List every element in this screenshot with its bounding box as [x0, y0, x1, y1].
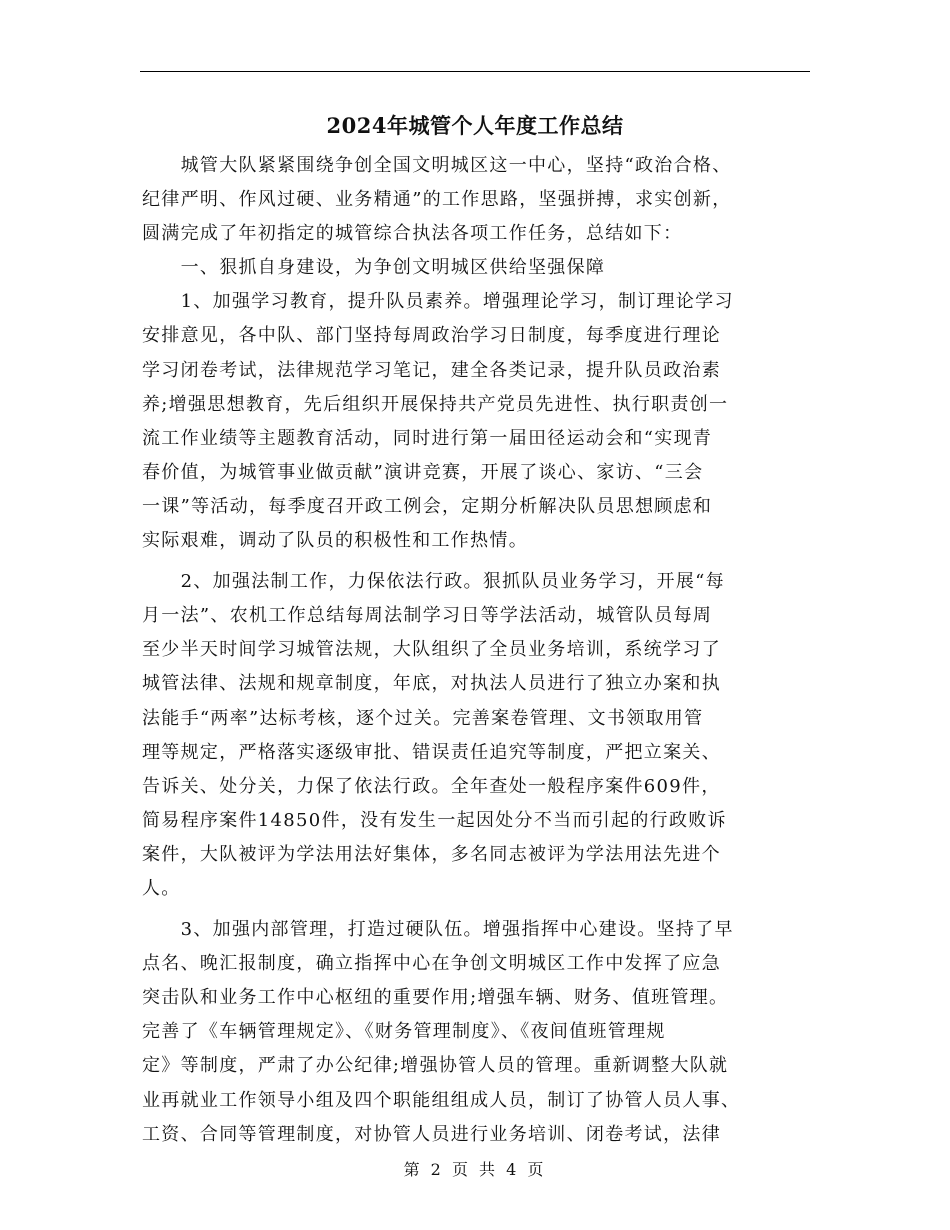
paragraph: [142, 285, 810, 558]
text-line: 养;增强思想教育，先后组织开展保持共产党员先进性、执行职责创一: [142, 393, 729, 415]
text-line: 月一法”、农机工作总结每周法制学习日等学法活动，城管队员每周: [142, 605, 713, 627]
text-line: 纪律严明、作风过硬、业务精通”的工作思路，坚强拼搏，求实创新，: [142, 189, 732, 211]
text-line: 圆满完成了年初指定的城管综合执法各项工作任务，总结如下：: [142, 223, 683, 245]
text-line: 工资、合同等管理制度，对协管人员进行业务培训、闭卷考试，法律: [142, 1123, 721, 1145]
text-line: 定》等制度，严肃了办公纪律;增强协管人员的管理。重新调整大队就: [142, 1055, 729, 1077]
text-line: 3、加强内部管理，打造过硬队伍。增强指挥中心建设。坚持了早: [142, 919, 734, 941]
text-line: 完善了《车辆管理规定》、《财务管理制度》、《夜间值班管理规: [142, 1021, 666, 1043]
text-line: 城管大队紧紧围绕争创全国文明城区这一中心，坚持“政治合格、: [142, 155, 732, 176]
text-line: 一、狠抓自身建设，为争创文明城区供给坚强保障: [142, 257, 606, 279]
paragraph-spacer: [142, 558, 810, 565]
text-line: 流工作业绩等主题教育活动，同时进行第一届田径运动会和“实现青: [142, 427, 713, 449]
text-line: 突击队和业务工作中心枢纽的重要作用;增强车辆、财务、值班管理。: [142, 987, 729, 1009]
text-line: 一课”等活动，每季度召开政工例会，定期分析解决队员思想顾虑和: [142, 495, 713, 517]
text-line: 城管法律、法规和规章制度，年底，对执法人员进行了独立办案和执: [142, 673, 721, 695]
paragraph: [142, 565, 810, 906]
text-line: 告诉关、处分关，力保了依法行政。全年查处一般程序案件609件，: [142, 775, 721, 797]
text-line: 人。: [142, 877, 181, 899]
text-line: 1、加强学习教育，提升队员素养。增强理论学习，制订理论学习: [142, 291, 734, 313]
page-number: 第 2 页 共 4 页: [403, 1160, 547, 1179]
text-line: 点名、晚汇报制度，确立指挥中心在争创文明城区工作中发挥了应急: [142, 953, 721, 975]
text-line: 实际艰难，调动了队员的积极性和工作热情。: [142, 530, 528, 552]
text-line: 安排意见，各中队、部门坚持每周政治学习日制度，每季度进行理论: [142, 325, 721, 347]
paragraph-spacer: [142, 906, 810, 913]
section-heading: [142, 251, 810, 285]
document-title: 2024年城管个人年度工作总结: [326, 113, 624, 138]
text-line: 业再就业工作领导小组及四个职能组组成人员，制订了协管人员人事、: [142, 1089, 741, 1111]
document-body: [142, 149, 810, 1152]
text-line: 春价值，为城管事业做贡献”演讲竞赛，开展了谈心、家访、“三会: [142, 461, 704, 483]
text-line: 至少半天时间学习城管法规，大队组织了全员业务培训，系统学习了: [142, 639, 721, 661]
paragraph: [142, 913, 810, 1152]
text-line: 法能手“两率”达标考核，逐个过关。完善案卷管理、文书领取用管: [142, 707, 704, 729]
text-line: 2、加强法制工作，力保依法行政。狠抓队员业务学习，开展“每: [142, 571, 725, 593]
text-line: 案件，大队被评为学法用法好集体，多名同志被评为学法用法先进个: [142, 843, 721, 865]
text-line: 简易程序案件14850件，没有发生一起因处分不当而引起的行政败诉: [142, 809, 727, 831]
text-line: 理等规定，严格落实逐级审批、错误责任追究等制度，严把立案关、: [142, 741, 721, 763]
header-rule: [140, 71, 810, 72]
text-line: 学习闭卷考试，法律规范学习笔记，建全各类记录，提升队员政治素: [142, 359, 721, 381]
paragraph: [142, 149, 810, 251]
